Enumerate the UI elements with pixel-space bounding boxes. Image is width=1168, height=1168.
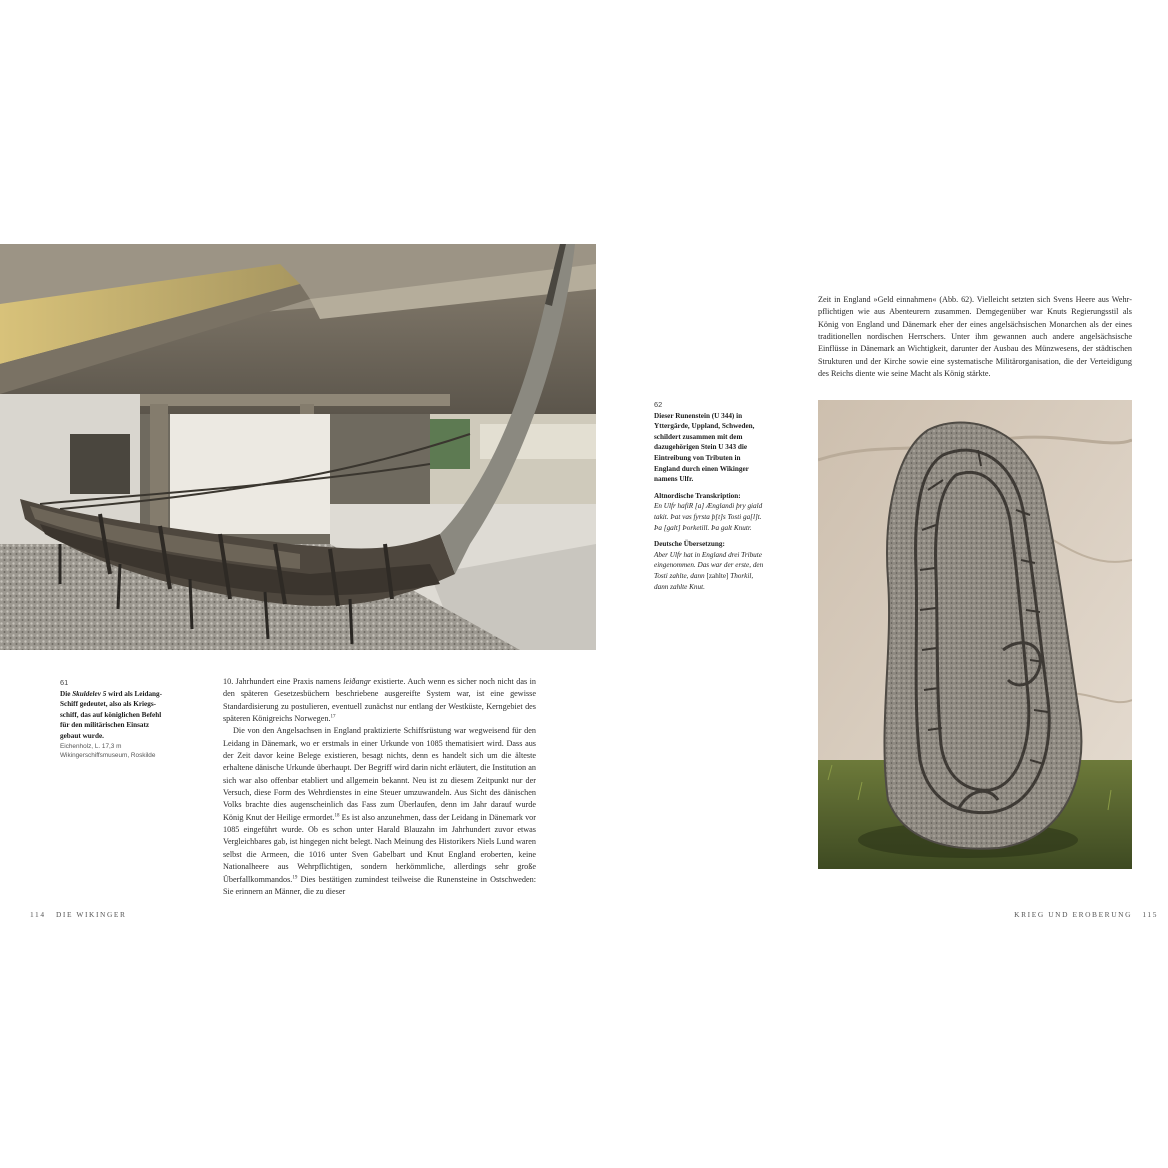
page-number: 114 bbox=[30, 910, 46, 919]
page-number: 115 bbox=[1142, 910, 1158, 919]
viking-ship-photo bbox=[0, 244, 596, 650]
running-head: DIE WIKINGER bbox=[55, 910, 127, 919]
transcription-text: En Ulfr hafiR [a] Ænglandi þry giald takit. Þat vas fyrsta þ[t]s Tosti ga[l]t. Þa [galt] Þorketill. Þa galt Knutr. bbox=[654, 502, 763, 532]
caption-62 bbox=[654, 400, 766, 592]
folio-right bbox=[1014, 910, 1158, 919]
body-text-right bbox=[818, 294, 1132, 380]
paragraph: Die von den Angelsachsen in England praktizierte Schiffsrüstung war wegweisend für den Leidang in Dänemark, wo er erstmals in einer Urkunde von 1085 thematisiert wird. Dass aus der Zeit davor keine Belege existieren, besagt nichts, denn es handelt sich um die älteste erhaltene dänische Urkunde überhaupt. Der Begriff wird darin nicht erläutert, die Institution an sich war also offenbar etabliert und allgemein bekannt. Neu ist zu diesem Zeitpunkt nur der Versuch, diese Form des Wehrdienstes in eine Steuer umzuwandeln. Aus Sicht des dänischen Volks brachte dies augenscheinlich das Fass zum Überlaufen, denn im Jahr darauf wurde König Knut der Heilige ermordet.$^{18}$ Es ist also anzunehmen, dass der Leidang in Dänemark vor 1085 eingeführt wurde. Ob es schon unter Harald Blauzahn im Jahrhundert zuvor etwas Vergleichbares gab, ist hingegen nicht belegt. Nach Meinung des Historikers Niels Lund waren selbst die Armeen, die 1016 unter Sven Gabelbart und Knut England eroberten, keine Nationalheere aus Wehrpflichtigen, sondern herkömmliche, allerdings sehr große Überfallkommandos.$^{19}$ Dies bestätigen zumindest teilweise die Runensteine in Ostschweden: Sie erinnern an Männer, die zu dieser bbox=[223, 726, 536, 896]
translation-text: Aber Ulfr hat in England drei Tribute eingenommen. Das war der erste, den Tosti zahlte, dann [zahlte] Thorkil, dann zahlte Knut. bbox=[654, 550, 764, 591]
running-head: KRIEG UND EROBERUNG bbox=[1014, 910, 1133, 919]
caption-material: Eichenholz, L. 17,3 m bbox=[60, 742, 122, 750]
caption-text: Dieser Runenstein (U 344) in Yttergärde, Uppland, Schweden, schildert zusammen mit dem dazugehörigen Stein U 343 die Eintreibung von Tributen in England durch einen Wikinger namens Ulfr. bbox=[654, 411, 755, 484]
transcription-heading: Altnordische Transkription: bbox=[654, 491, 741, 500]
translation-heading: Deutsche Übersetzung: bbox=[654, 540, 725, 549]
caption-location: Wikingerschiffsmuseum, Roskilde bbox=[60, 752, 156, 760]
body-text-left bbox=[223, 676, 536, 898]
caption-61 bbox=[60, 678, 170, 761]
runestone-photo bbox=[818, 400, 1132, 869]
paragraph: 10. Jahrhundert eine Praxis namens leiðangr existierte. Auch wenn es sicher noch nicht das in den späteren Gesetzesbüchern beschriebene ausgereifte System war, ist eine gewisse Standardisierung zu postulieren, eventuell zunächst nur entlang der Westküste, Kerngebiet des späteren Königreichs Norwegen.$^{17}$ bbox=[223, 677, 536, 724]
caption-text: Die Skuldelev 5 wird als Leidang-Schiff gedeutet, also als Kriegsschiff, das auf königlichen Befehl für den militärischen Einsatz gebaut wurde. bbox=[60, 689, 163, 740]
caption-number: 61 bbox=[60, 678, 69, 687]
paragraph: Zeit in England »Geld einnahmen« (Abb. 62). Vielleicht setzten sich Svens Heere aus Wehrpflichtigen wie aus Abenteurern zusammen. Demgegenüber war Knuts Regierungsstil als König von England und Dänemark eher der eines angelsächsischen Monarchen als der eines traditionellen nordischen Herrschers. Unter ihm gewannen auch andere angelsächsische Einflüsse in Dänemark an Wichtigkeit, darunter der Ausbau des Münzwesens, der städtischen Strukturen und der Kirche sowie eine systematische Militärorganisation, die der Verteidigung des Reichs diente wie seine Macht als König stärkte. bbox=[818, 295, 1132, 379]
caption-number: 62 bbox=[654, 400, 663, 409]
folio-left bbox=[30, 910, 127, 919]
